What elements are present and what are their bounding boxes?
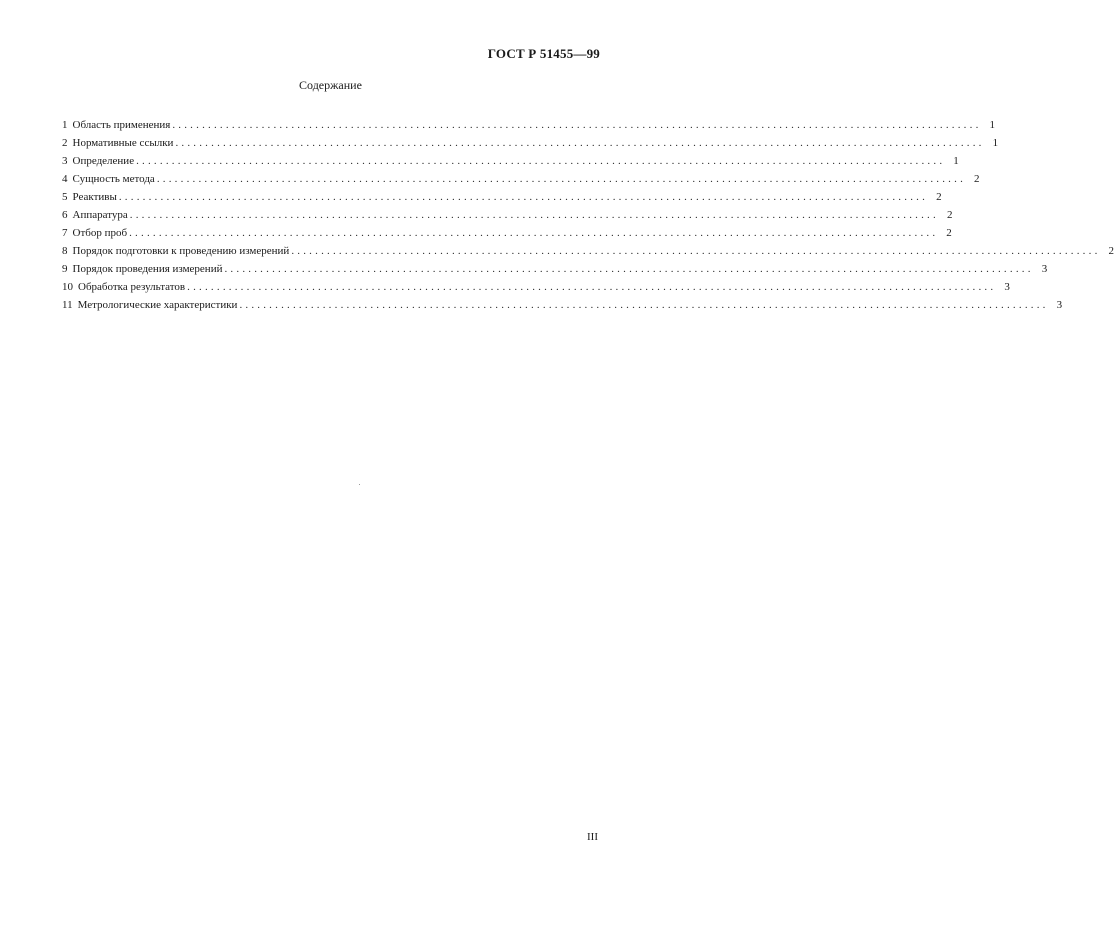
toc-item: [62, 170, 980, 188]
toc-item: [62, 296, 1063, 314]
toc-leader-dots: ........................................................................................................................................: [239, 299, 1049, 311]
toc-item-page: 2: [974, 173, 980, 185]
toc-leader-dots: ........................................................................................................................................: [172, 119, 982, 131]
toc-leader-dots: ........................................................................................................................................: [118, 191, 929, 203]
toc-item-label: Метрологические характеристики: [77, 299, 238, 311]
toc-item-page: 1: [953, 155, 959, 167]
toc-item: [62, 224, 952, 242]
toc-item-page: 2: [946, 209, 953, 221]
toc-item-page: 3: [1056, 299, 1063, 311]
toc-leader-dots: ........................................................................................................................................: [291, 245, 1101, 257]
toc-item: [62, 134, 999, 152]
toc-item: [62, 188, 942, 206]
toc-item-number: 2: [62, 137, 68, 149]
toc-item-label: Отбор проб: [72, 227, 128, 239]
toc-leader-dots: ........................................................................................................................................: [224, 263, 1034, 275]
toc-title: Содержание: [299, 78, 362, 92]
toc-leader-dots: ........................................................................................................................................: [187, 281, 997, 293]
toc-item-label: Порядок проведения измерений: [72, 263, 223, 275]
page-number: III: [587, 831, 598, 843]
toc-item-page: 1: [992, 137, 999, 149]
toc-item-number: 11: [62, 299, 73, 311]
toc-item-label: Нормативные ссылки: [72, 137, 174, 149]
toc-item: [62, 242, 1114, 260]
toc-item: [62, 116, 996, 134]
toc-item-page: 2: [936, 191, 942, 203]
toc-item-label: Обработка результатов: [78, 281, 186, 293]
toc-item-number: 10: [62, 281, 73, 293]
toc-leader-dots: ........................................................................................................................................: [129, 227, 939, 239]
scan-speck: [359, 484, 360, 485]
toc-item-label: Определение: [72, 155, 135, 167]
toc-item-number: 3: [62, 155, 68, 167]
toc-item-page: 2: [946, 227, 952, 239]
toc-item-number: 4: [62, 173, 68, 185]
toc-item-label: Аппаратура: [72, 209, 128, 221]
toc-item-page: 3: [1041, 263, 1048, 275]
toc-item-label: Область применения: [72, 119, 171, 131]
toc-item-page: 1: [989, 119, 996, 131]
toc-item-number: 1: [62, 119, 68, 131]
toc-item-number: 6: [62, 209, 68, 221]
toc-item: [62, 152, 959, 170]
toc-item-label: Порядок подготовки к проведению измерений: [72, 245, 290, 257]
toc-item: [62, 278, 1010, 296]
toc-item-number: 8: [62, 245, 68, 257]
toc-item-number: 5: [62, 191, 68, 203]
toc-item-label: Реактивы: [72, 191, 117, 203]
toc-item-label: Сущность метода: [72, 173, 155, 185]
table-of-contents: [62, 116, 1114, 314]
toc-leader-dots: ........................................................................................................................................: [156, 173, 967, 185]
toc-leader-dots: ........................................................................................................................................: [129, 209, 939, 221]
toc-leader-dots: ........................................................................................................................................: [175, 137, 985, 149]
toc-item: [62, 206, 953, 224]
toc-item-number: 9: [62, 263, 68, 275]
toc-item-page: 3: [1004, 281, 1010, 293]
toc-leader-dots: ........................................................................................................................................: [136, 155, 946, 167]
standard-code: ГОСТ Р 51455—99: [487, 46, 600, 61]
toc-item: [62, 260, 1048, 278]
toc-item-number: 7: [62, 227, 68, 239]
toc-item-page: 2: [1108, 245, 1114, 257]
